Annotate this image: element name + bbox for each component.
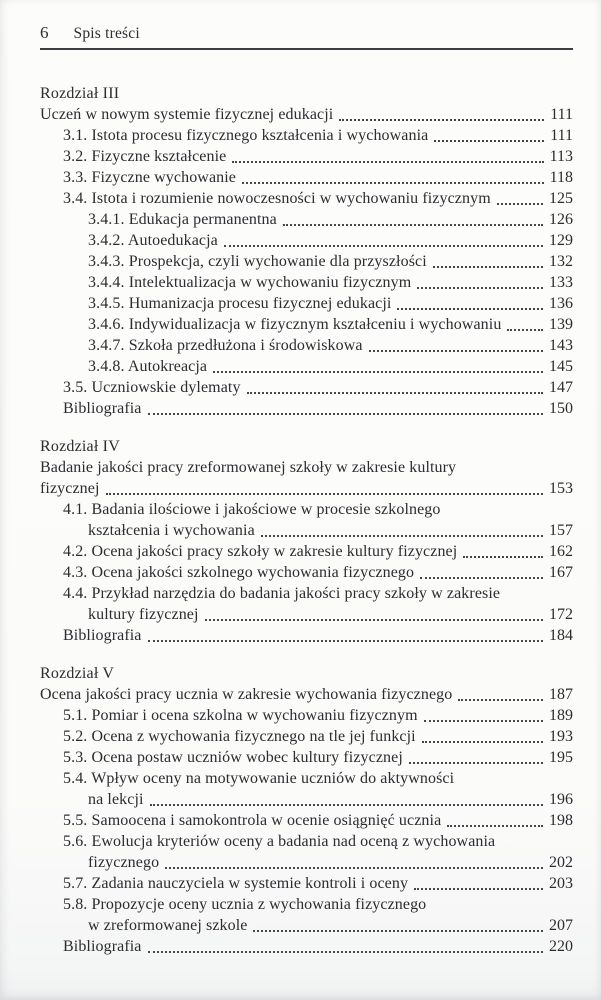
toc-entry (40, 499, 573, 520)
dot-leader (106, 493, 543, 495)
toc-page-number: 195 (549, 749, 573, 766)
toc-page-number: 162 (549, 543, 573, 560)
toc-entry (40, 377, 573, 398)
toc-entry-text: 5.3. Ocena postaw uczniów wobec kultury fizycznej (63, 749, 403, 766)
toc-entry (40, 541, 573, 562)
toc-entry (40, 356, 573, 377)
dot-leader (420, 577, 543, 579)
toc-page-number: 126 (549, 211, 573, 228)
toc-entry-text: 3.5. Uczniowskie dylematy (63, 379, 241, 396)
toc-entry (40, 852, 573, 873)
toc-entry (40, 789, 573, 810)
toc-entry (40, 251, 573, 272)
toc-entry-text: 5.6. Ewolucja kryteriów oceny a badania nad oceną z wychowania (63, 833, 496, 850)
dot-leader (261, 535, 543, 537)
dot-leader (433, 266, 543, 268)
chapter-label: Rozdział V (40, 665, 115, 682)
toc-entry-text: 3.4.3. Prospekcja, czyli wychowanie dla przyszłości (88, 253, 427, 270)
toc-page-number: 150 (549, 400, 573, 417)
toc-page-number: 198 (549, 812, 573, 829)
dot-leader (458, 699, 543, 701)
toc-entry-text: Uczeń w nowym systemie fizycznej edukacji (40, 106, 334, 123)
dot-leader (232, 161, 543, 163)
toc-entry-text: 3.4.7. Szkoła przedłużona i środowiskowa (88, 337, 363, 354)
dot-leader (213, 371, 543, 373)
toc-entry (40, 146, 573, 167)
toc-entry (40, 810, 573, 831)
dot-leader (447, 825, 543, 827)
toc-entry (40, 398, 573, 419)
toc-entry (40, 314, 573, 335)
page-header (40, 24, 573, 50)
dot-leader (369, 350, 543, 352)
toc-entry (40, 562, 573, 583)
toc-entry (40, 915, 573, 936)
dot-leader (224, 245, 543, 247)
dot-leader (247, 392, 543, 394)
toc-page-number: 143 (549, 337, 573, 354)
running-title: Spis treści (73, 25, 140, 42)
toc-page-number: 196 (549, 791, 573, 808)
toc-page-number: 193 (549, 728, 573, 745)
toc-page-number: 145 (549, 358, 573, 375)
toc-page-number: 118 (549, 169, 573, 186)
toc-page-number: 187 (549, 686, 573, 703)
toc-entry-text: 4.2. Ocena jakości pracy szkoły w zakresie kultury fizycznej (63, 543, 458, 560)
toc-entry-text: 4.3. Ocena jakości szkolnego wychowania fizycznego (63, 564, 415, 581)
toc-entry-text: Bibliografia (63, 627, 142, 644)
toc-entry (40, 583, 573, 604)
toc-entry (40, 625, 573, 646)
toc-entry-text: 5.7. Zadania nauczyciela w systemie kontroli i oceny (63, 875, 409, 892)
toc-entry (40, 293, 573, 314)
toc-entry-text: 3.4.4. Intelektualizacja w wychowaniu fizycznym (88, 274, 412, 291)
toc-entry (40, 936, 573, 957)
toc-entry (40, 209, 573, 230)
toc-entry-text: 5.1. Pomiar i ocena szkolna w wychowaniu fizycznym (63, 707, 418, 724)
toc-page-number: 113 (549, 148, 573, 165)
toc-entry-text: 3.3. Fizyczne wychowanie (63, 169, 237, 186)
dot-leader (507, 329, 543, 331)
toc-entry (40, 104, 573, 125)
toc-entry (40, 188, 573, 209)
toc-page-number: 207 (549, 917, 573, 934)
dot-leader (417, 287, 543, 289)
toc-page-number: 172 (549, 606, 573, 623)
dot-leader (497, 203, 543, 205)
dot-leader (414, 888, 543, 890)
dot-leader (397, 308, 543, 310)
toc-entry-text: 3.1. Istota procesu fizycznego kształcenia i wychowania (63, 127, 429, 144)
toc-entry-text: fizycznej (40, 480, 100, 497)
toc-entry (40, 604, 573, 625)
toc-entry (40, 125, 573, 146)
dot-leader (165, 867, 543, 869)
toc-page-number: 111 (550, 106, 573, 123)
toc-page-number: 153 (549, 480, 573, 497)
toc-entry (40, 478, 573, 499)
dot-leader (339, 119, 544, 121)
toc-page-number: 132 (549, 253, 573, 270)
toc-entry-text: w zreformowanej szkole (88, 917, 248, 934)
toc-entry (40, 272, 573, 293)
dot-leader (242, 182, 544, 184)
toc-page-number: 133 (549, 274, 573, 291)
toc-entry (40, 335, 573, 356)
toc-entry-text: fizycznego (88, 854, 160, 871)
toc-entry (40, 167, 573, 188)
chapter-label: Rozdział IV (40, 438, 120, 455)
toc-page-number: 129 (549, 232, 573, 249)
toc-entry (40, 230, 573, 251)
chapter-block (40, 663, 573, 957)
toc-entry-text: 3.4.2. Autoedukacja (88, 232, 218, 249)
toc-entry-text: 4.4. Przykład narzędzia do badania jakości pracy szkoły w zakresie (63, 585, 501, 602)
toc-entry (40, 768, 573, 789)
toc-page-number: 203 (549, 875, 573, 892)
dot-leader (148, 951, 543, 953)
toc-entry-text: na lekcji (88, 791, 144, 808)
dot-leader (253, 930, 543, 932)
toc-entry-text: 3.4.1. Edukacja permanentna (88, 211, 277, 228)
toc-page-number: 157 (549, 522, 573, 539)
toc-entry-text: 5.4. Wpływ oceny na motywowanie uczniów do aktywności (63, 770, 455, 787)
toc-entry-text: kształcenia i wychowania (88, 522, 255, 539)
toc-entry-text: Ocena jakości pracy ucznia w zakresie wychowania fizycznego (40, 686, 453, 703)
chapter-label: Rozdział III (40, 85, 120, 102)
toc-entry-text: kultury fizycznej (88, 606, 199, 623)
dot-leader (148, 640, 543, 642)
chapter-block (40, 436, 573, 646)
toc-entry-text: Badanie jakości pracy zreformowanej szkoły w zakresie kultury (40, 459, 457, 476)
page-number: 6 (40, 23, 49, 42)
toc-page-number: 189 (549, 707, 573, 724)
toc-page-number: 220 (549, 938, 573, 955)
toc-entry (40, 705, 573, 726)
table-of-contents (40, 83, 573, 957)
toc-entry (40, 873, 573, 894)
dot-leader (434, 140, 544, 142)
dot-leader (422, 741, 543, 743)
dot-leader (148, 413, 543, 415)
toc-entry (40, 457, 573, 478)
dot-leader (463, 556, 543, 558)
toc-entry-text: Bibliografia (63, 938, 142, 955)
toc-entry-text: 5.8. Propozycje oceny ucznia z wychowania fizycznego (63, 896, 427, 913)
toc-page-number: 139 (549, 316, 573, 333)
toc-entry-text: 5.2. Ocena z wychowania fizycznego na tle jej funkcji (63, 728, 416, 745)
toc-entry-text: Bibliografia (63, 400, 142, 417)
toc-entry-text: 4.1. Badania ilościowe i jakościowe w procesie szkolnego (63, 501, 441, 518)
toc-entry-text: 3.4. Istota i rozumienie nowoczesności w wychowaniu fizycznym (63, 190, 491, 207)
toc-entry-text: 5.5. Samoocena i samokontrola w ocenie osiągnięć ucznia (63, 812, 442, 829)
toc-page-number: 184 (549, 627, 573, 644)
dot-leader (205, 619, 543, 621)
toc-entry-text: 3.4.5. Humanizacja procesu fizycznej edukacji (88, 295, 392, 312)
dot-leader (283, 224, 543, 226)
dot-leader (424, 720, 543, 722)
toc-page-number: 111 (550, 127, 573, 144)
toc-entry-text: 3.4.8. Autokreacja (88, 358, 208, 375)
toc-entry-text: 3.2. Fizyczne kształcenie (63, 148, 227, 165)
toc-page-number: 125 (549, 190, 573, 207)
toc-entry-text: 3.4.6. Indywidualizacja w fizycznym kształceniu i wychowaniu (88, 316, 502, 333)
dot-leader (150, 804, 543, 806)
toc-entry (40, 894, 573, 915)
dot-leader (409, 762, 543, 764)
toc-entry (40, 520, 573, 541)
toc-page-number: 202 (549, 854, 573, 871)
toc-entry (40, 831, 573, 852)
toc-entry (40, 747, 573, 768)
toc-page-number: 167 (549, 564, 573, 581)
toc-entry (40, 726, 573, 747)
toc-entry (40, 684, 573, 705)
toc-page-number: 147 (549, 379, 573, 396)
toc-page-number: 136 (549, 295, 573, 312)
chapter-block (40, 83, 573, 419)
